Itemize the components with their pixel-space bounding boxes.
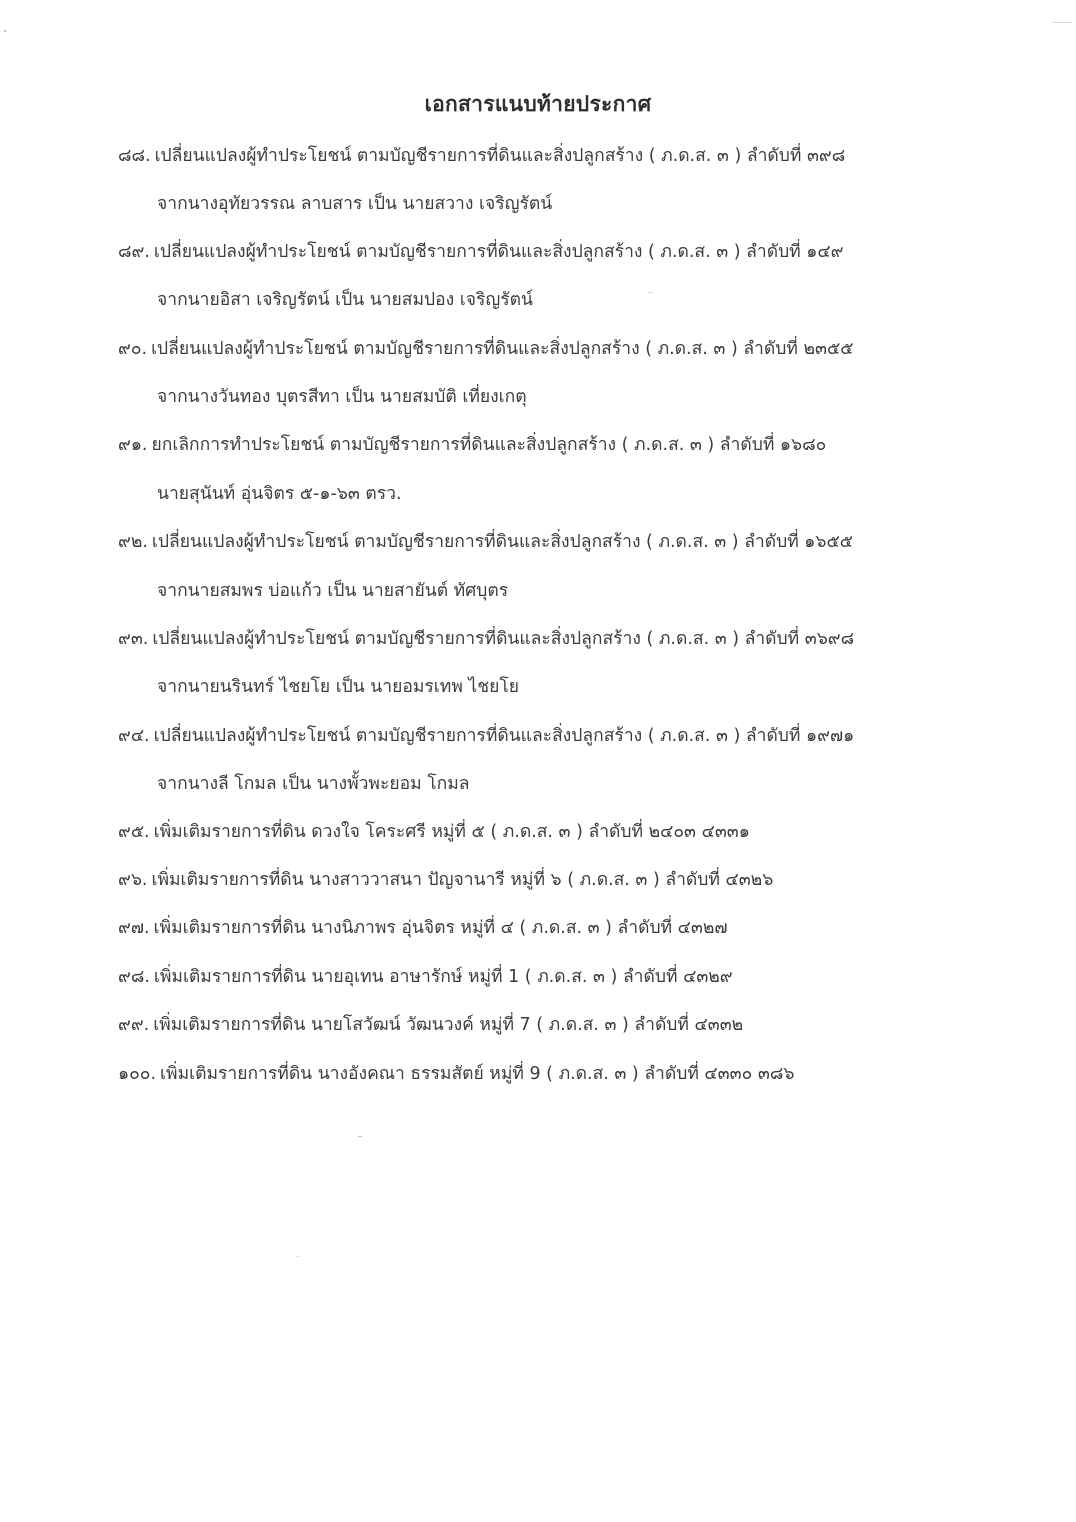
entry-text: เปลี่ยนแปลงผู้ทำประโยชน์ ตามบัญชีรายการที่ดินและสิ่งปลูกสร้าง ( ภ.ด.ส. ๓ ) ลำดับที่ ๑๖๕๕ (151, 532, 854, 552)
entry-number: ๙๔. (118, 726, 150, 746)
entry-89-detail: จากนายอิสา เจริญรัตน์ เป็น นายสมปอง เจริญรัตน์ (157, 290, 534, 310)
scan-speck (296, 1256, 300, 1257)
entry-text: เปลี่ยนแปลงผู้ทำประโยชน์ ตามบัญชีรายการที่ดินและสิ่งปลูกสร้าง ( ภ.ด.ส. ๓ ) ลำดับที่ ๑๙๗๑ (153, 726, 855, 746)
document-title: เอกสารแนบท้ายประกาศ (424, 92, 652, 116)
entry-text: เพิ่มเติมรายการที่ดิน นางนิภาพร อุ่นจิตร หมู่ที่ ๔ ( ภ.ด.ส. ๓ ) ลำดับที่ ๔๓๒๗ (153, 918, 728, 938)
entry-88 (118, 142, 845, 170)
entry-90 (118, 335, 853, 363)
entry-number: ๘๙. (118, 242, 150, 262)
entry-number: ๙๘. (118, 967, 150, 987)
entry-99 (118, 1011, 743, 1039)
entry-text: เพิ่มเติมรายการที่ดิน นางสาววาสนา ปัญจานารี หมู่ที่ ๖ ( ภ.ด.ส. ๓ ) ลำดับที่ ๔๓๒๖ (151, 870, 774, 890)
entry-text: เพิ่มเติมรายการที่ดิน นางอังคณา ธรรมสัตย์ หมู่ที่ 9 ( ภ.ด.ส. ๓ ) ลำดับที่ ๔๓๓๐ ๓๘๖ (160, 1064, 795, 1084)
entry-text: เปลี่ยนแปลงผู้ทำประโยชน์ ตามบัญชีรายการที่ดินและสิ่งปลูกสร้าง ( ภ.ด.ส. ๓ ) ลำดับที่ ๑๔๙ (153, 242, 844, 262)
entry-94-detail: จากนางลี โกมล เป็น นางพั้วพะยอม โกมล (157, 774, 470, 794)
entry-89 (118, 238, 843, 266)
entry-94 (118, 722, 854, 750)
entry-number: ๙๙. (118, 1015, 150, 1035)
entry-97 (118, 914, 728, 942)
entry-91-detail: นายสุนันท์ อุ่นจิตร ๕-๑-๖๓ ตรว. (157, 484, 402, 504)
entry-number: ๑๐๐. (118, 1064, 157, 1084)
entry-text: ยกเลิกการทำประโยชน์ ตามบัญชีรายการที่ดินและสิ่งปลูกสร้าง ( ภ.ด.ส. ๓ ) ลำดับที่ ๑๖๘๐ (151, 435, 827, 455)
entry-text: เพิ่มเติมรายการที่ดิน นายโสวัฒน์ วัฒนวงค์ หมู่ที่ 7 ( ภ.ด.ส. ๓ ) ลำดับที่ ๔๓๓๒ (153, 1015, 744, 1035)
entry-number: ๙๐. (118, 339, 148, 359)
entry-100 (118, 1060, 794, 1088)
entry-88-detail: จากนางอุทัยวรรณ ลาบสาร เป็น นายสวาง เจริญรัตน์ (157, 194, 553, 214)
entry-95 (118, 818, 750, 846)
entry-90-detail: จากนางวันทอง บุตรสีทา เป็น นายสมบัติ เที่ยงเกตุ (157, 387, 527, 407)
entry-number: ๙๒. (118, 532, 148, 552)
entry-text: เพิ่มเติมรายการที่ดิน ดวงใจ โคระศรี หมู่ที่ ๕ ( ภ.ด.ส. ๓ ) ลำดับที่ ๒๔๐๓ ๔๓๓๑ (153, 822, 750, 842)
entry-96 (118, 866, 773, 894)
scan-speck (4, 30, 6, 32)
entry-91 (118, 431, 826, 459)
scan-speck (1052, 22, 1072, 23)
entry-number: ๙๕. (118, 822, 150, 842)
entry-number: ๙๓. (118, 629, 149, 649)
entry-92-detail: จากนายสมพร บ่อแก้ว เป็น นายสายันต์ ทัศบุตร (157, 581, 509, 601)
scan-speck (358, 1136, 362, 1137)
entry-text: เปลี่ยนแปลงผู้ทำประโยชน์ ตามบัญชีรายการที่ดินและสิ่งปลูกสร้าง ( ภ.ด.ส. ๓ ) ลำดับที่ ๓๙๘ (154, 146, 846, 166)
entry-number: ๙๗. (118, 918, 150, 938)
entry-93 (118, 625, 854, 653)
entry-text: เพิ่มเติมรายการที่ดิน นายอุเทน อาษารักษ์ หมู่ที่ 1 ( ภ.ด.ส. ๓ ) ลำดับที่ ๔๓๒๙ (153, 967, 733, 987)
entry-number: ๙๖. (118, 870, 148, 890)
entry-text: เปลี่ยนแปลงผู้ทำประโยชน์ ตามบัญชีรายการที่ดินและสิ่งปลูกสร้าง ( ภ.ด.ส. ๓ ) ลำดับที่ ๓๖๙๘ (152, 629, 855, 649)
entry-number: ๙๑. (118, 435, 148, 455)
entry-text: เปลี่ยนแปลงผู้ทำประโยชน์ ตามบัญชีรายการที่ดินและสิ่งปลูกสร้าง ( ภ.ด.ส. ๓ ) ลำดับที่ ๒๓๕๕ (151, 339, 854, 359)
entry-number: ๘๘. (118, 146, 151, 166)
entry-92 (118, 528, 853, 556)
scan-speck (648, 292, 653, 293)
entry-93-detail: จากนายนรินทร์ ไชยโย เป็น นายอมรเทพ ไชยโย (157, 677, 519, 697)
entry-98 (118, 963, 733, 991)
